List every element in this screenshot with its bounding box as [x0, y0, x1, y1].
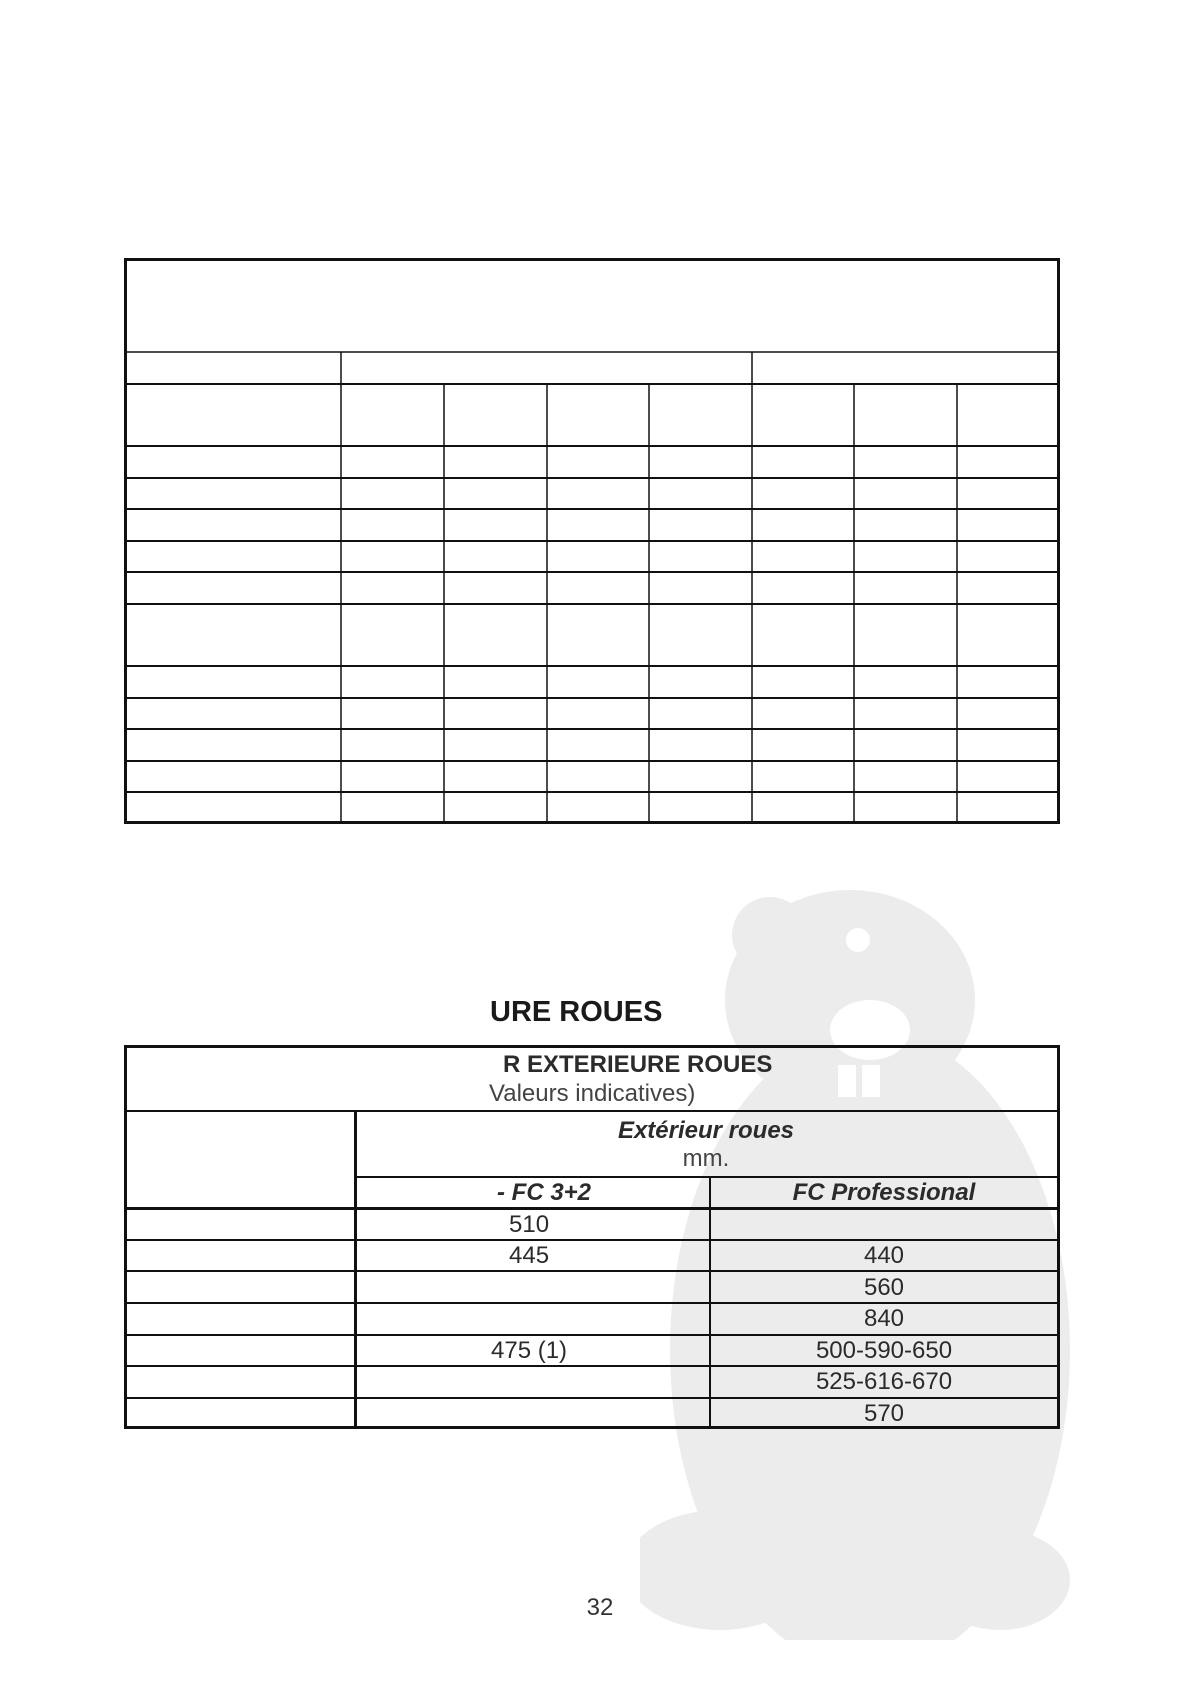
table-cell: 840	[863, 1305, 905, 1332]
empty-grid-table	[124, 258, 1060, 824]
table-header-subtitle: Valeurs indicatives)	[489, 1080, 696, 1107]
table-cell: 440	[863, 1242, 905, 1269]
column-group-unit: mm.	[682, 1145, 730, 1172]
table-cell: 510	[509, 1211, 550, 1238]
section-title: URE ROUES	[490, 996, 663, 1028]
table-cell: 525-616-670	[815, 1368, 953, 1395]
table-cell: 475 (1)	[491, 1337, 568, 1364]
page-number: 32	[586, 1594, 614, 1621]
table-header-title: R EXTERIEURE ROUES	[503, 1051, 773, 1078]
table-cell: 570	[863, 1400, 905, 1427]
table-cell: 560	[863, 1274, 905, 1301]
table-cell: 500-590-650	[815, 1337, 953, 1364]
column-group-label: Extérieur roues	[617, 1117, 795, 1144]
table-cell: 445	[509, 1242, 550, 1269]
wheel-width-table	[124, 1045, 1060, 1429]
column-header-fc-professional: FC Professional	[792, 1179, 976, 1206]
column-header-fc32: - FC 3+2	[497, 1179, 592, 1206]
